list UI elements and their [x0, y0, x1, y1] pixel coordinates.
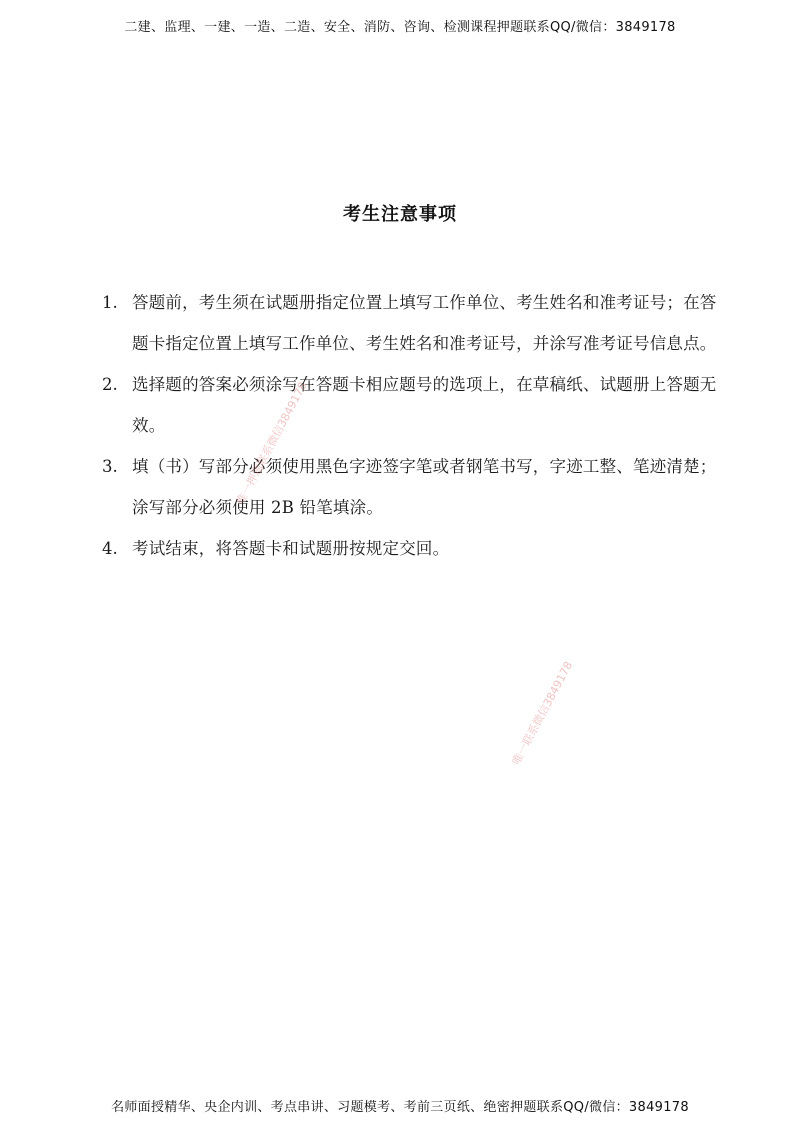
notice-list — [102, 282, 722, 569]
notice-item-2 — [102, 364, 722, 446]
watermark: 唯一联系微信3849178 — [509, 659, 576, 768]
notice-number: 3. — [102, 457, 118, 476]
footer-banner: 名师面授精华、央企内训、考点串讲、习题模考、考前三页纸、绝密押题联系QQ/微信：3849178 — [111, 1100, 689, 1115]
notice-text: 选择题的答案必须涂写在答题卡相应题号的选项上，在草稿纸、试题册上答题无效。 — [132, 375, 717, 435]
header-banner: 二建、监理、一建、一造、二造、安全、消防、咨询、检测课程押题联系QQ/微信：3849178 — [124, 20, 676, 35]
notice-item-4 — [102, 528, 722, 569]
notice-text: 填（书）写部分必须使用黑色字迹签字笔或者钢笔书写，字迹工整、笔迹清楚；涂写部分必须使用 2B 铅笔填涂。 — [132, 457, 717, 517]
notice-text: 考试结束，将答题卡和试题册按规定交回。 — [132, 539, 450, 558]
notice-text: 答题前，考生须在试题册指定位置上填写工作单位、考生姓名和准考证号；在答题卡指定位置上填写工作单位、考生姓名和准考证号，并涂写准考证号信息点。 — [132, 293, 717, 353]
notice-number: 4. — [102, 539, 118, 558]
page-title: 考生注意事项 — [343, 204, 457, 225]
notice-number: 2. — [102, 375, 118, 394]
notice-item-1 — [102, 282, 722, 364]
notice-number: 1. — [102, 293, 118, 312]
watermark: 唯一押题联系微信3849178 — [233, 379, 310, 508]
notice-item-3 — [102, 446, 722, 528]
